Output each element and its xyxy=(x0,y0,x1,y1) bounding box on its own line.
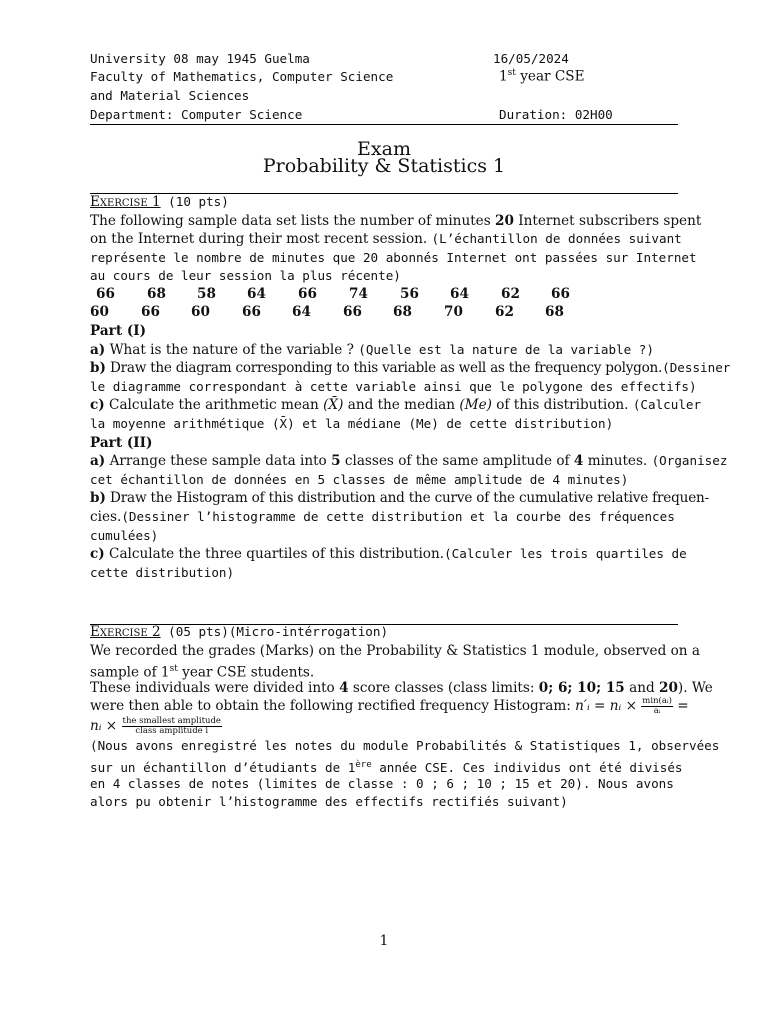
question-2b-cont: cies.(Dessiner l’histogramme de cette distribution et la courbe des fréquences xyxy=(90,508,675,525)
formula-fraction-2: $\frac{\text{the smallest amplitude}}{\text{class amplitude i}}$ xyxy=(122,716,221,737)
data-value: 68 xyxy=(393,304,412,320)
question-2b: b) Draw the Histogram of this distribution and the curve of the cumulative relative frequen- xyxy=(90,490,709,507)
exam-duration: Duration: 02H00 xyxy=(499,107,613,122)
exercise-2-fr-line-1: (Nous avons enregistré les notes du module Probabilités & Statistiques 1, observées xyxy=(90,738,720,754)
question-2c-cont: cette distribution) xyxy=(90,564,235,580)
page-number: 1 xyxy=(379,933,389,949)
exam-date: 16/05/2024 xyxy=(493,51,569,66)
exercise-2-points: (05 pts)(Micro-intérrogation) xyxy=(160,624,389,639)
data-value: 64 xyxy=(450,286,469,302)
question-1c: c) Calculate the arithmetic mean (X̄) and the median (Me) of this distribution. (Calculer xyxy=(90,397,702,414)
data-value: 68 xyxy=(147,286,166,302)
faculty-line-2: and Material Sciences xyxy=(90,88,250,103)
question-1c-cont: la moyenne arithmétique (X̄) et la médiane (Me) de cette distribution) xyxy=(90,415,614,431)
data-value: 74 xyxy=(349,286,368,302)
data-value: 62 xyxy=(501,286,520,302)
exercise-2-line-5: nᵢ × $\frac{\text{the smallest amplitude}}{\text{class amplitude i}}$ xyxy=(90,716,221,737)
exercise-1-title: Exercise 1 xyxy=(90,194,161,210)
data-value: 62 xyxy=(495,304,514,320)
exercise-2-line-4: were then able to obtain the following rectified frequency Histogram: n′ᵢ = nᵢ × $\frac{\text{min(aᵢ)}}{\text{aᵢ}}$ = xyxy=(90,696,689,717)
class-year: 1st year CSE xyxy=(499,68,585,85)
exercise-2-line-1: We recorded the grades (Marks) on the Probability & Statistics 1 module, observed on a xyxy=(90,642,700,659)
data-value: 66 xyxy=(343,304,362,320)
exercise-1-questions xyxy=(90,322,730,582)
question-1a: a) What is the nature of the variable ? (Quelle est la nature de la variable ?) xyxy=(90,341,654,358)
exercise-1-intro-line-3: représente le nombre de minutes que 20 abonnés Internet ont passées sur Internet xyxy=(90,249,697,265)
data-value: 64 xyxy=(247,286,266,302)
formula-lhs: n′ᵢ = nᵢ × xyxy=(575,698,637,715)
exercise-1 xyxy=(90,193,730,286)
part-1-heading: Part (I) xyxy=(90,323,147,339)
exercise-1-points: (10 pts) xyxy=(160,194,229,209)
part-2-heading: Part (II) xyxy=(90,434,153,451)
question-2a: a) Arrange these sample data into 5 classes of the same amplitude of 4 minutes. (Organisez xyxy=(90,453,728,470)
data-value: 64 xyxy=(292,304,311,320)
question-1b: b) Draw the diagram corresponding to this variable as well as the frequency polygon.(Dessiner xyxy=(90,360,731,377)
data-value: 66 xyxy=(298,286,317,302)
exercise-1-intro-line-2: on the Internet during their most recent session. (L’échantillon de données suivant xyxy=(90,231,682,248)
exam-title: Exam xyxy=(357,138,411,160)
exercise-1-intro-line-1: The following sample data set lists the number of minutes 20 Internet subscribers spent xyxy=(90,212,702,229)
data-value: 58 xyxy=(197,286,216,302)
header-divider xyxy=(90,124,678,125)
question-2a-cont: cet échantillon de données en 5 classes de même amplitude de 4 minutes) xyxy=(90,471,629,487)
formula-fraction: $\frac{\text{min(aᵢ)}}{\text{aᵢ}}$ xyxy=(642,696,672,717)
exercise-2-fr-line-3: en 4 classes de notes (limites de classe : 0 ; 6 ; 10 ; 15 et 20). Nous avons xyxy=(90,775,674,791)
data-value: 68 xyxy=(545,304,564,320)
exercise-2-line-3: These individuals were divided into 4 score classes (class limits: 0; 6; 10; 15 and 20). We xyxy=(90,679,713,696)
exercise-2-line-2: sample of 1st year CSE students. xyxy=(90,664,315,681)
exam-subtitle: Probability & Statistics 1 xyxy=(262,155,506,177)
data-value: 60 xyxy=(90,304,109,320)
question-2b-cont-2: cumulées) xyxy=(90,527,159,543)
exercise-2-fr-line-2: sur un échantillon d’étudiants de 1ère année CSE. Ces individus ont été divisés xyxy=(90,759,683,776)
university-name: University 08 may 1945 Guelma xyxy=(90,51,310,66)
data-value: 66 xyxy=(96,286,115,302)
exercise-2-title: Exercise 2 xyxy=(90,624,161,640)
exercise-2-fr-line-4: alors pu obtenir l’histogramme des effectifs rectifiés suivant) xyxy=(90,794,568,810)
data-value: 56 xyxy=(400,286,419,302)
faculty-line-1: Faculty of Mathematics, Computer Science xyxy=(90,69,394,84)
data-value: 66 xyxy=(242,304,261,320)
data-value: 66 xyxy=(551,286,570,302)
data-value: 60 xyxy=(191,304,210,320)
question-1b-cont: le diagramme correspondant à cette variable ainsi que le polygone des effectifs) xyxy=(90,378,697,394)
exercise-1-intro-line-4: au cours de leur session la plus récente) xyxy=(90,268,401,284)
department: Department: Computer Science xyxy=(90,107,303,122)
data-value: 66 xyxy=(141,304,160,320)
exercise-2 xyxy=(90,623,730,812)
data-value: 70 xyxy=(444,304,463,320)
question-2c: c) Calculate the three quartiles of this distribution.(Calculer les trois quartiles de xyxy=(90,546,687,563)
